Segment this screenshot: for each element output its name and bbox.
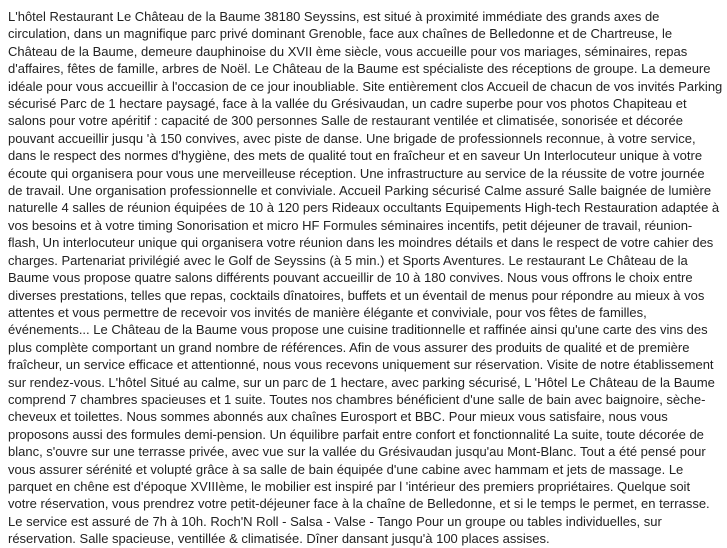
text-line: Baume vous propose quatre salons différents pouvant accueillir de 10 à 180 convives. Nous vous offrons le choix entre [8,270,693,286]
text-line: pouvant accueillir jusqu 'à 150 convives, avec piste de danse. Une brigade de professionnels reconnue, à votre service, [8,130,696,146]
text-line: réservation. Salle spacieuse, ventillée & climatisée. Dîner dansant jusqu'à 100 places assises. [8,531,550,547]
text-line: d'affaires, fêtes de famille, arbres de Noël. Le Château de la Baume est spécialiste des réceptions de groupe. La demeure [8,61,711,77]
text-line: votre réservation, vous prendrez votre petit-déjeuner face à la chaîne de Belledonne, et si le temps le permet, en terrasse. [8,496,710,512]
text-line: circulation, dans un magnifique parc privé dominant Grenoble, face aux chaînes de Belledonne et de Chartreuse, le [8,26,673,42]
text-line: blanc, s'ouvre sur une terrasse privée, avec vue sur la vallée du Grésivaudan jusqu'au Mont-Blanc. Tout a été pensé pour [8,444,706,460]
text-line: dans le respect des normes d'hygiène, des mets de qualité tout en fraîcheur et en saveur Un Interlocuteur unique à votre [8,148,703,164]
text-line: fraîcheur, un service efficace et attentionné, nous vous recevons uniquement sur réservation. Visite de notre établissement [8,357,714,373]
text-line: sécurisé Parc de 1 hectare paysagé, face à la vallée du Grésivaudan, un cadre superbe pour vos photos Chapiteau et [8,96,687,112]
text-line: plus complète comportant un grand nombre de références. Afin de vous assurer des produits de qualité et de première [8,339,690,355]
text-line: flash, Un interlocuteur unique qui organisera votre réunion dans les moindres détails et dans le respect de votre cahier des [8,235,714,251]
text-line: idéale pour vous accueillir à l'occasion de ce jour inoubliable. Site entièrement clos Accueil de chacun de vos invités Parking [8,78,723,94]
text-line: vous assurer sérénité et volupté grâce à sa salle de bain équipée d'une cabine avec hammam et jets de massage. Le [8,461,684,477]
text-line: parquet en chêne est d'époque XVIIIème, le mobilier est inspiré par l 'intérieur des premiers propriétaires. Quelque soit [8,478,691,494]
text-line: événements... Le Château de la Baume vous propose une cuisine traditionnelle et raffinée ainsi qu'une carte des vins des [8,322,708,338]
text-line: L'hôtel Restaurant Le Château de la Baume 38180 Seyssins, est situé à proximité immédiate des grands axes de [8,9,660,24]
text-line: cheveux et toilettes. Nous sommes abonnés aux chaînes Eurosport et BBC. Pour mieux vous satisfaire, nous vous [8,409,668,425]
text-line: salons pour votre apéritif : capacité de 300 personnes Salle de restaurant ventilée et climatisée, sonorisée et décorée [8,113,683,129]
text-line: Château de la Baume, demeure dauphinoise du XVII ème siècle, vous accueille pour vos mariages, séminaires, repas [8,43,688,59]
text-line: attentes et vous permettre de recevoir vos invités de manière élégante et conviviale, pour vos fêtes de familles, [8,304,647,320]
text-line: sur rendez-vous. L'hôtel Situé au calme, sur un parc de 1 hectare, avec parking sécurisé, L 'Hôtel Le Château de la Baume [8,374,715,390]
text-line: écoute qui organisera pour vous une merveilleuse réception. Une infrastructure au service de la réussite de votre journée [8,165,705,181]
text-line: naturelle 4 salles de réunion équipées de 10 à 120 pers Rideaux occultants Equipements High-tech Restauration adaptée à [8,200,720,216]
text-line: proposons aussi des formules demi-pension. Un équilibre parfait entre confort et fonctionnalité La suite, toute décorée de [8,426,704,442]
text-line: comprend 7 chambres spacieuses et 1 suite. Toutes nos chambres bénéficient d'une salle de bain avec baignoire, sèche- [8,391,706,407]
text-line: Le service est assuré de 7h à 10h. Roch'N Roll - Salsa - Valse - Tango Pour un groupe ou tables individuelles, sur [8,513,662,529]
text-line: vos besoins et à votre timing Sonorisation et micro HF Formules séminaires incentifs, petit déjeuner de travail, réunion- [8,217,693,233]
text-line: de travail. Une organisation professionnelle et conviviale. Accueil Parking sécurisé Calme assuré Salle baignée de lumière [8,183,712,199]
text-line: diverses prestations, telles que repas, cocktails dînatoires, buffets et un éventail de menus pour répondre au mieux à vos [8,287,705,303]
text-line: charges. Partenariat privilégié avec le Golf de Seyssins (à 5 min.) et Sports Aventures. Le restaurant Le Château de la [8,252,688,268]
